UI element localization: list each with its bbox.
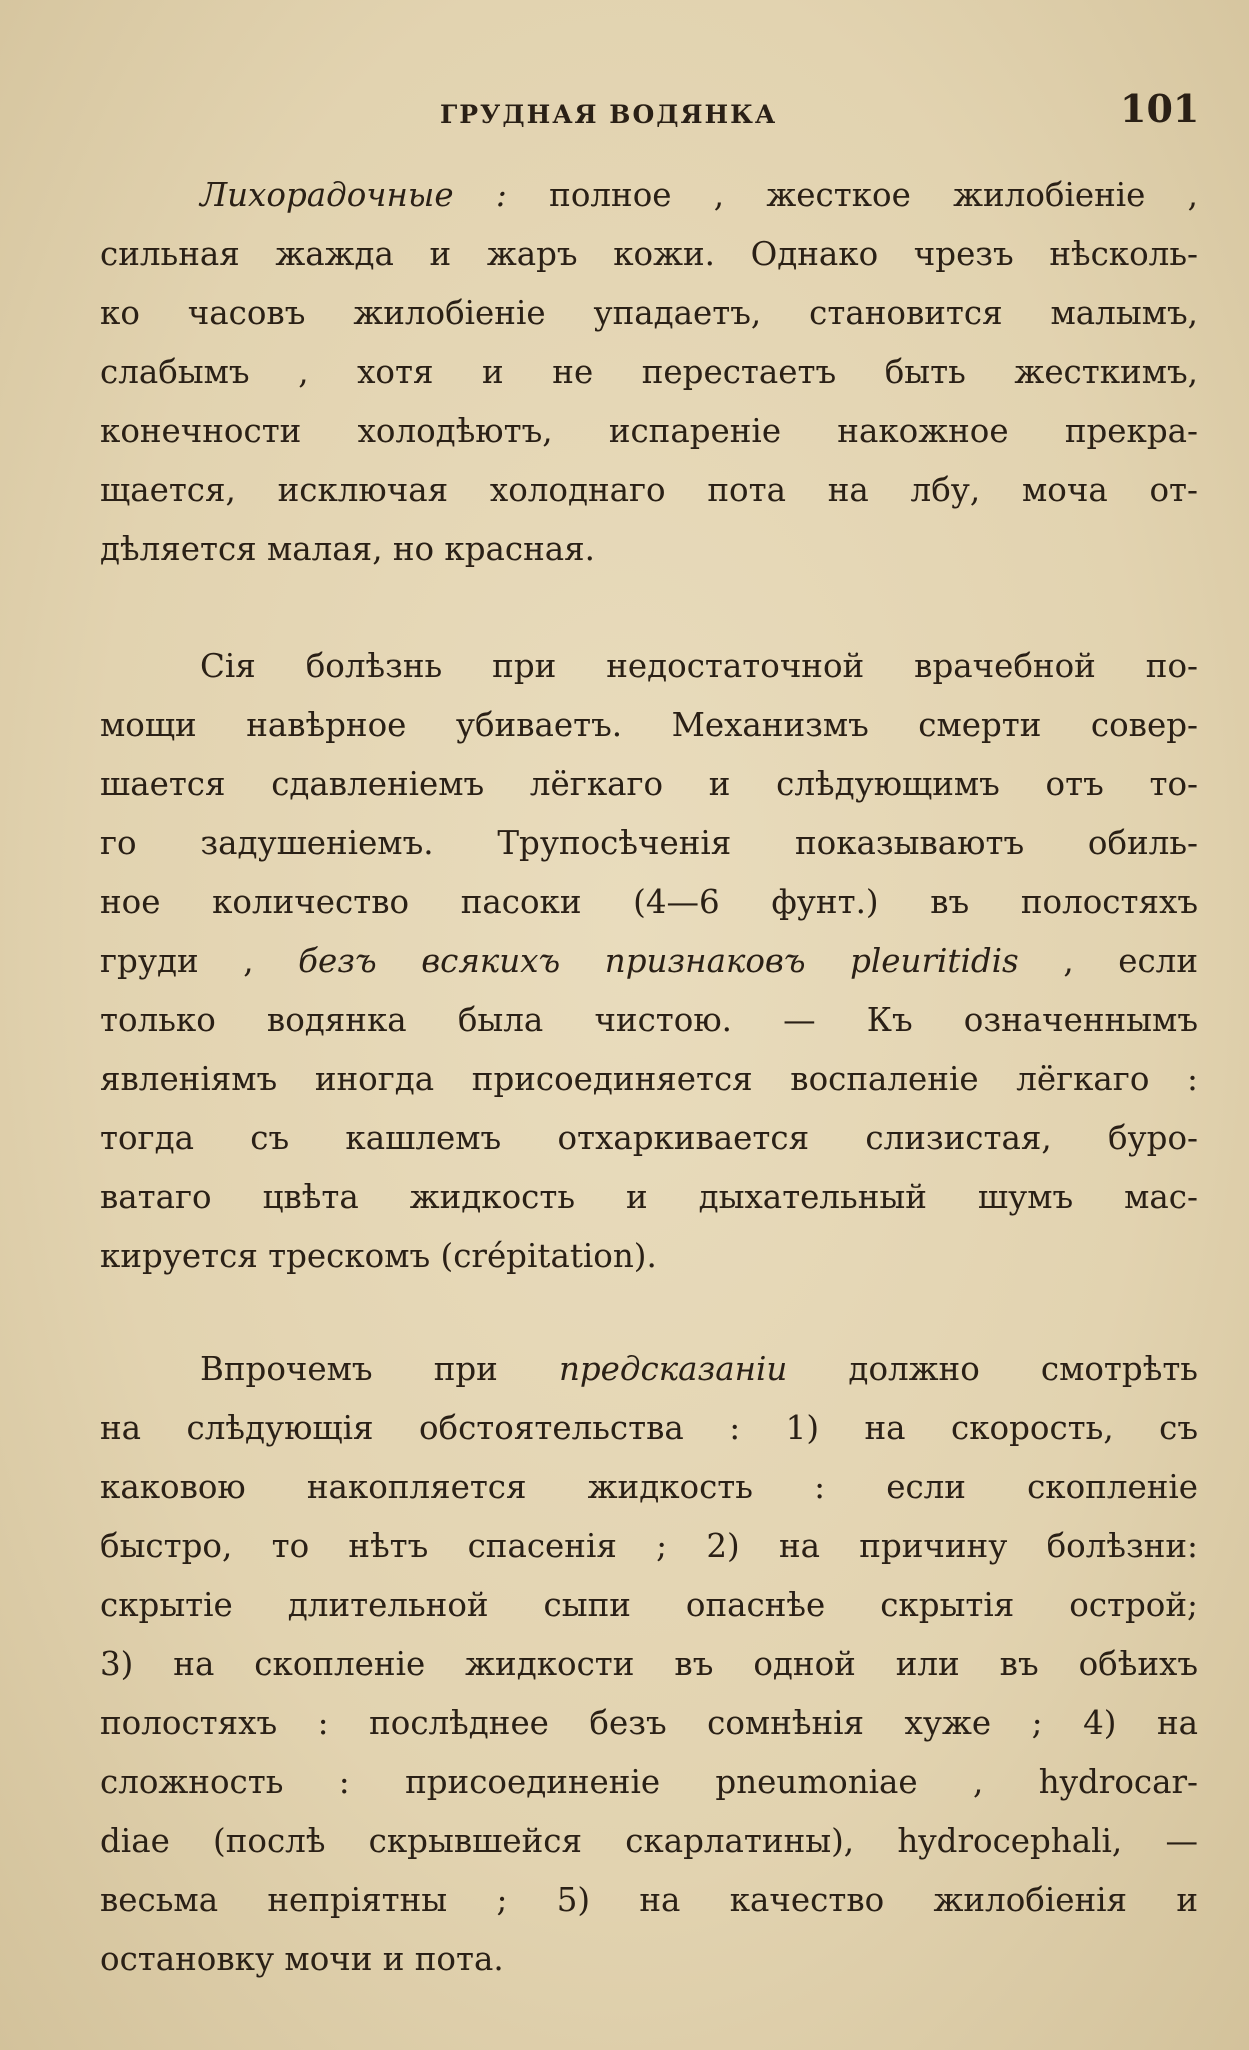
- paragraph-2: [100, 637, 1198, 1286]
- text-line: [100, 932, 1198, 991]
- text-run: груди ,: [100, 942, 299, 980]
- text-line: шается сдавленіемъ лёгкаго и слѣдующимъ отъ то-: [100, 765, 1198, 803]
- text-line: остановку мочи и пота.: [100, 1940, 504, 1978]
- text-line: 3) на скопленіе жидкости въ одной или въ обѣихъ: [100, 1645, 1198, 1683]
- text-line: кируется трескомъ (crépitation).: [100, 1237, 657, 1275]
- text-line: скрытіе длительной сыпи опаснѣе скрытія острой;: [100, 1586, 1198, 1624]
- text-run: , если: [1018, 942, 1198, 980]
- text-run: Впрочемъ при: [200, 1350, 559, 1388]
- text-line: быстро, то нѣтъ спасенія ; 2) на причину болѣзни:: [100, 1527, 1198, 1565]
- text-line: Сія болѣзнь при недостаточной врачебной по-: [200, 647, 1198, 685]
- text-line: полостяхъ : послѣднее безъ сомнѣнія хуже ; 4) на: [100, 1704, 1198, 1742]
- paragraph-1: [100, 166, 1198, 579]
- text-line: весьма непріятны ; 5) на качество жилобіенія и: [100, 1881, 1198, 1919]
- text-line: мощи навѣрное убиваетъ. Механизмъ смерти совер-: [100, 706, 1198, 744]
- text-line: только водянка была чистою. — Къ означеннымъ: [100, 1001, 1198, 1039]
- text-line: щается, исключая холоднаго пота на лбу, моча от-: [100, 471, 1198, 509]
- text-line: ватаго цвѣта жидкость и дыхательный шумъ мас-: [100, 1178, 1198, 1216]
- text-run: полное , жесткое жилобіеніе ,: [506, 176, 1198, 214]
- text-line: ко часовъ жилобіеніе упадаетъ, становится малымъ,: [100, 294, 1198, 332]
- italic-run: безъ всякихъ признаковъ pleuritidis: [298, 942, 1019, 980]
- text-line: diae (послѣ скрывшейся скарлатины), hydrocephali, —: [100, 1822, 1198, 1860]
- text-line: сильная жажда и жаръ кожи. Однако чрезъ нѣсколь-: [100, 235, 1198, 273]
- text-line: дѣляется малая, но красная.: [100, 530, 595, 568]
- italic-run: Лихорадочные :: [200, 176, 507, 214]
- text-line: го задушеніемъ. Трупосѣченія показываютъ обиль-: [100, 824, 1198, 862]
- text-line: слабымъ , хотя и не перестаетъ быть жесткимъ,: [100, 353, 1198, 391]
- text-line: явленіямъ иногда присоединяется воспаленіе лёгкаго :: [100, 1060, 1198, 1098]
- running-title: ГРУДНАЯ ВОДЯНКА: [440, 100, 778, 129]
- text-line: [100, 166, 1198, 225]
- text-run: должно смотрѣть: [787, 1350, 1198, 1388]
- page-number: 101: [1120, 86, 1200, 131]
- text-line: тогда съ кашлемъ отхаркивается слизистая, буро-: [100, 1119, 1198, 1157]
- text-line: каковою накопляется жидкость : если скопленіе: [100, 1468, 1198, 1506]
- text-line: сложность : присоединеніе pneumoniae , hydrocar-: [100, 1763, 1198, 1801]
- paragraph-3: [100, 1340, 1198, 1989]
- text-line: на слѣдующія обстоятельства : 1) на скорость, съ: [100, 1409, 1198, 1447]
- text-line: ное количество пасоки (4—6 фунт.) въ полостяхъ: [100, 883, 1198, 921]
- italic-run: предсказаніи: [558, 1350, 788, 1388]
- text-line: [100, 1340, 1198, 1399]
- text-line: конечности холодѣютъ, испареніе накожное прекра-: [100, 412, 1198, 450]
